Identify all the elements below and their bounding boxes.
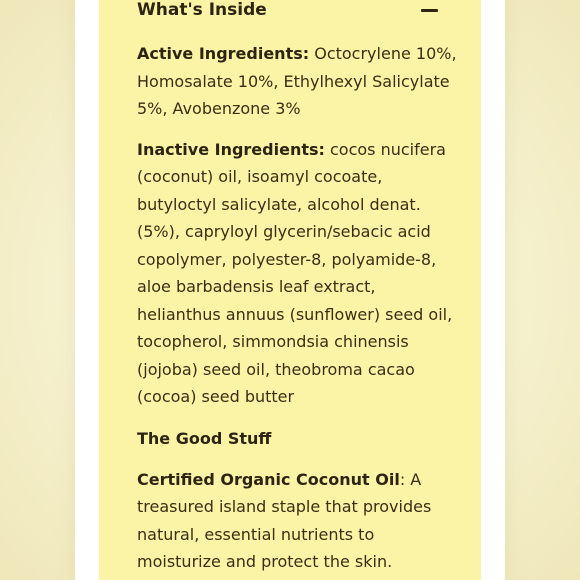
active-ingredients-text: Octocrylene 10%, Homosalate 10%, Ethylhexyl Salicylate 5%, Avobenzone 3%: [137, 44, 457, 118]
accordion-header[interactable]: [99, 0, 481, 23]
good-stuff-item-text: : A treasured island staple that provides natural, essential nutrients to moisturize and protect the skin.: [137, 469, 432, 571]
good-stuff-item: [137, 466, 457, 576]
good-stuff-item-label: Certified Organic Coconut Oil: [137, 469, 400, 489]
inactive-ingredients-label: Inactive Ingredients:: [137, 139, 325, 159]
inactive-ingredients: [137, 136, 457, 411]
section-title: What's Inside: [137, 0, 267, 20]
good-stuff-heading: The Good Stuff: [137, 428, 272, 448]
whats-inside-panel: [99, 0, 481, 580]
active-ingredients: [137, 40, 457, 123]
collapse-button[interactable]: [417, 2, 443, 20]
accordion-content: [137, 40, 457, 576]
inactive-ingredients-text: cocos nucifera (coconut) oil, isoamyl cocoate, butyloctyl salicylate, alcohol denat. (5%), capryloyl glycerin/sebacic acid copolymer, polyester-8, polyamide-8, aloe barbadensis leaf extract, helianthus annuus (sunflower) seed oil, tocopherol, simmondsia chinensis (jojoba) seed oil, theobroma cacao (cocoa) seed butter: [137, 139, 453, 406]
active-ingredients-label: Active Ingredients:: [137, 44, 310, 63]
minus-icon: [421, 9, 438, 12]
